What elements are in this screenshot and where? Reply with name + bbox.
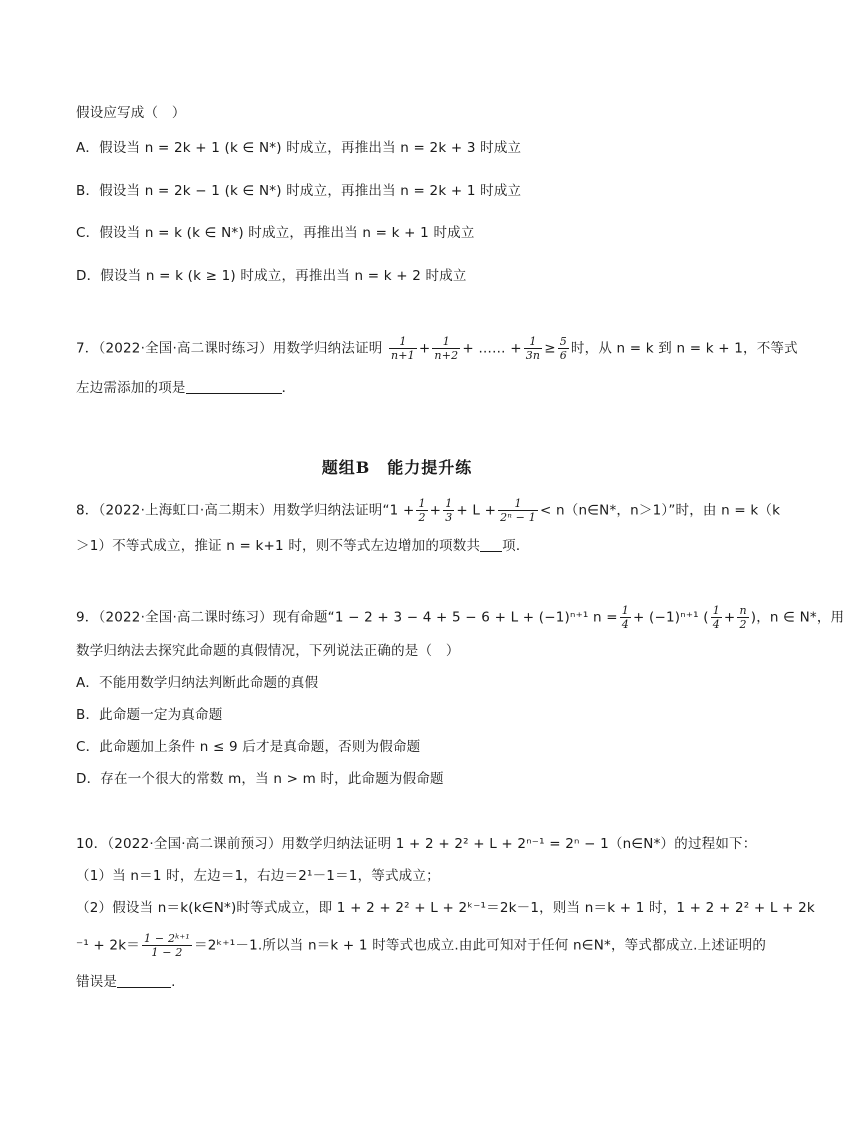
q7-answer-blank[interactable] — [186, 379, 282, 394]
q7-fraction-3: $\frac{1}{3n}$ — [525, 335, 541, 362]
section-heading: 题组B 能力提升练 — [321, 458, 473, 477]
q10-fraction-1: $\frac{\text{1 − 2ᵏ⁺¹}}{1 - 2}$ — [143, 932, 190, 959]
q8-prefix: 8．（2022·上海虹口·高二期末）用数学归纳法证明“1 + — [76, 502, 415, 519]
q7-ellipsis: + …… + — [462, 340, 522, 357]
q10-line-1: 10．（2022·全国·高二课前预习）用数学归纳法证明 1 + 2 + 2² + L + 2ⁿ⁻¹ = 2ⁿ − 1（n∈N*）的过程如下： — [76, 836, 757, 852]
q6-option-a: A．假设当 n = 2k + 1 (k ∈ N*) 时成立，再推出当 n = 2k + 3 时成立 — [76, 140, 522, 156]
q9-option-a: A．不能用数学归纳法判断此命题的真假 — [76, 675, 319, 691]
q7-fraction-1: $\frac{1}{n+1}$ — [390, 335, 415, 362]
q7-ge-sign: ≥ — [544, 340, 556, 357]
q8-fraction-2: $\frac{1}{3}$ — [445, 497, 453, 524]
q9-suffix: )，n ∈ N*，用 — [750, 609, 844, 626]
q8-line-2: ＞1）不等式成立，推证 n = k+1 时，则不等式左边增加的项数共 项． — [76, 538, 530, 554]
q8-suffix: < n（n∈N*，n＞1）”时，由 n = k（k — [540, 502, 781, 519]
q9-fraction-2: $\frac{1}{4}$ — [712, 604, 720, 631]
q6-stem-tail: 假设应写成（ ） — [76, 105, 186, 121]
q6-option-c: C．假设当 n = k (k ∈ N*) 时成立，再推出当 n = k + 1 时成立 — [76, 225, 475, 241]
q6-option-b: B．假设当 n = 2k − 1 (k ∈ N*) 时成立，再推出当 n = 2k + 1 时成立 — [76, 183, 522, 199]
q8-answer-blank[interactable] — [480, 537, 502, 552]
q10-answer-blank[interactable] — [117, 973, 171, 988]
q6-option-d: D．假设当 n = k (k ≥ 1) 时成立，再推出当 n = k + 2 时成立 — [76, 268, 467, 284]
q7-line-2-text: 左边需添加的项是 — [76, 380, 186, 396]
q7-suffix: 时，从 n = k 到 n = k + 1，不等式 — [570, 340, 798, 357]
q10-line-4: ⁻¹ + 2k＝ $\frac{\text{1 − 2ᵏ⁺¹}}{1 - 2}$ ＝2ᵏ⁺¹－1.所以当 n＝k + 1 时等式也成立.由此可知对于任何 n∈N*，等式都成立.上述证明的 — [76, 932, 767, 959]
q9-option-c: C．此命题加上条件 n ≤ 9 后才是真命题，否则为假命题 — [76, 739, 421, 755]
q8-line-1: 8．（2022·上海虹口·高二期末）用数学归纳法证明“1 + $\frac{1}{2}$ + $\frac{1}{3}$ + L + $\frac{1}{\text{2ⁿ − 1}}$ < n（n∈N*，n＞1）”时，由 n = k（k — [76, 497, 781, 524]
q9-option-b: B．此命题一定为真命题 — [76, 707, 223, 723]
q7-end: ． — [281, 380, 296, 396]
q10-line-3: （2）假设当 n＝k(k∈N*)时等式成立，即 1 + 2 + 2² + L + 2ᵏ⁻¹＝2k－1，则当 n＝k + 1 时，1 + 2 + 2² + L + 2k — [76, 900, 815, 916]
q7-line-2 — [76, 378, 295, 398]
q7-prefix: 7．（2022·全国·高二课时练习）用数学归纳法证明 — [76, 340, 383, 357]
q8-fraction-1: $\frac{1}{2}$ — [418, 497, 426, 524]
q9-fraction-1: $\frac{1}{4}$ — [621, 604, 629, 631]
q9-prefix: 9．（2022·全国·高二课时练习）现有命题“1 − 2 + 3 − 4 + 5 − 6 + L + (−1)ⁿ⁺¹ n = — [76, 609, 618, 626]
q9-line-1: 9．（2022·全国·高二课时练习）现有命题“1 − 2 + 3 − 4 + 5 − 6 + L + (−1)ⁿ⁺¹ n = $\frac{1}{4}$ + (−1)ⁿ⁺¹ ( $\frac{1}{4}$ + $\frac{n}{2}$ )，n ∈ N*，用 — [76, 604, 844, 631]
q7-line-1: 7．（2022·全国·高二课时练习）用数学归纳法证明 $\frac{1}{n+1}$ + $\frac{1}{n+2}$ + …… + $\frac{1}{3n}$ ≥ $\frac{5}{6}$ 时，从 n = k 到 n = k + 1，不等式 — [76, 335, 798, 362]
q9-fraction-3: $\frac{n}{2}$ — [739, 604, 747, 631]
q9-option-d: D．存在一个很大的常数 m，当 n > m 时，此命题为假命题 — [76, 771, 444, 787]
q7-fraction-4: $\frac{5}{6}$ — [559, 335, 567, 362]
q9-line-2: 数学归纳法去探究此命题的真假情况，下列说法正确的是（ ） — [76, 643, 460, 659]
q10-line-2: （1）当 n＝1 时，左边＝1，右边＝2¹－1＝1，等式成立； — [76, 868, 440, 884]
q10-line-5: 错误是 . — [76, 974, 176, 990]
q8-fraction-3: $\frac{1}{\text{2ⁿ − 1}}$ — [500, 497, 536, 524]
q7-fraction-2: $\frac{1}{n+2}$ — [434, 335, 459, 362]
